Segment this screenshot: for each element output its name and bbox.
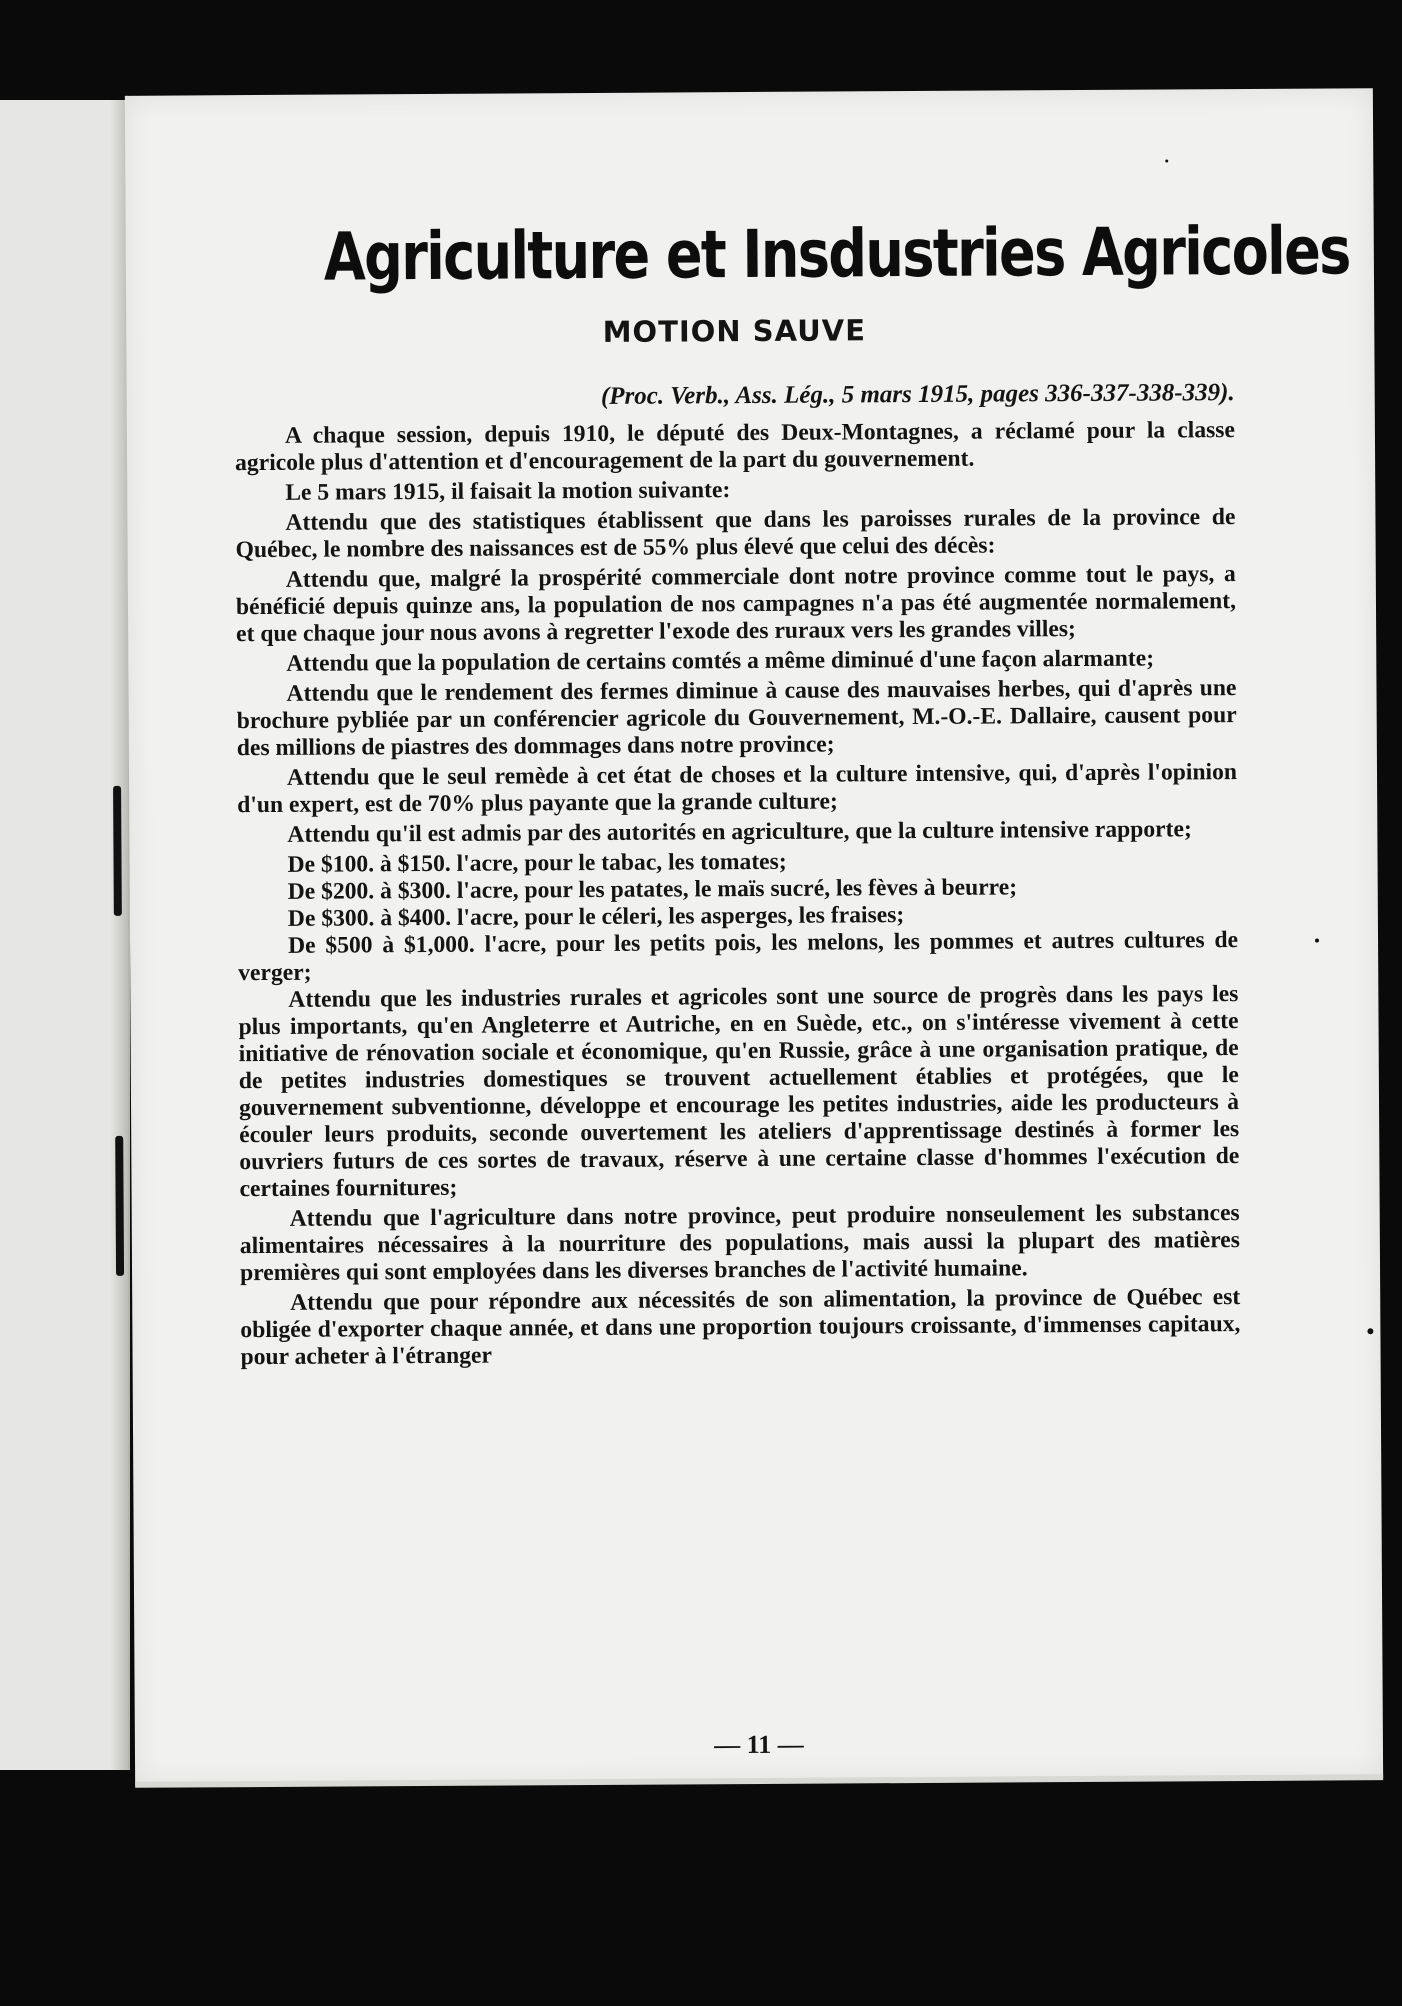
motion-subtitle: MOTION SAUVE xyxy=(602,313,867,349)
speck-mark xyxy=(1367,1328,1373,1334)
facing-page-edge xyxy=(0,100,130,1770)
margin-ink-mark xyxy=(115,1136,124,1276)
paragraph: Attendu que des statistiques établissent que dans les paroisses rurales de la province de Québec, le nombre des naissances est de 55% plus élevé que celui des décès: xyxy=(235,504,1236,564)
paragraph: A chaque session, depuis 1910, le député des Deux-Montagnes, a réclamé pour la classe agricole plus d'attention et d'encouragement de la part du gouvernement. xyxy=(235,417,1235,477)
paragraph: Attendu que pour répondre aux nécessités de son alimentation, la province de Québec est obligée d'exporter chaque année, et dans une proportion toujours croissante, d'immenses capitaux, pour acheter à l'étranger xyxy=(240,1284,1241,1371)
paragraph: Attendu que le rendement des fermes diminue à cause des mauvaises herbes, qui d'après une brochure pybliée par un conférencier agricole du Gouvernement, M.-O.-E. Dallaire, causent pour des millions de piastres des dommages dans notre province; xyxy=(236,675,1237,762)
price-line: De $100. à $150. l'acre, pour le tabac, les tomates; xyxy=(287,848,787,878)
speck-mark xyxy=(1315,939,1319,943)
paragraph: Attendu que les industries rurales et agricoles sont une source de progrès dans les pays les plus importants, qu'en Angleterre et Autriche, en en Suède, etc., on s'intéresse vivement à cette initiative de rénovation sociale et économique, qu'en Russie, grâce à une organisation pratique, de de petites industries domestiques se trouvent actuellement établies et protégées, que le gouvernement subventionne, développe et encourage les petites industries, aide les producteurs à écouler leurs produits, seconde ouvertement les ateliers d'apprentissage destinés à former les ouvriers futurs de ces sortes de travaux, réserve à une certaine classe d'hommes l'exécution de certaines fournitures; xyxy=(238,981,1240,1203)
paragraph: Attendu que la population de certains comtés a même diminué d'une façon alarmante; xyxy=(286,645,1155,677)
page-title: Agriculture et Insdustries Agricoles xyxy=(323,212,1350,296)
page-content xyxy=(234,212,1350,1374)
paragraph: Attendu qu'il est admis par des autorités en agriculture, que la culture intensive rapporte; xyxy=(287,816,1192,848)
book-gutter xyxy=(110,100,128,1770)
paragraph: Attendu que, malgré la prospérité commerciale dont notre province comme tout le pays, a bénéficié depuis quinze ans, la population de nos campagnes n'a pas été augmentée normalement, et que chaque jour nous avons à regretter l'exode des ruraux vers les grandes villes; xyxy=(235,561,1237,648)
paragraph: Attendu que le seul remède à cet état de choses et la culture intensive, qui, d'après l'opinion d'un expert, est de 70% plus payante que la grande culture; xyxy=(237,759,1238,819)
margin-ink-mark xyxy=(113,786,122,916)
paragraph: Attendu que l'agriculture dans notre province, peut produire nonseulement les substances alimentaires nécessaires à la nourriture des populations, mais aussi la plupart des matières premières qui sont employées dans les diverses branches de l'activité humaine. xyxy=(239,1200,1240,1287)
document-page xyxy=(125,88,1383,1786)
page-number: — 11 — xyxy=(714,1729,804,1760)
page-bottom-edge xyxy=(135,1774,1383,1788)
body-text xyxy=(235,417,1241,1371)
paragraph: Le 5 mars 1915, il faisait la motion suivante: xyxy=(285,477,731,506)
price-line: De $500 à $1,000. l'acre, pour les petits pois, les melons, les pommes et autres cultures de verger; xyxy=(238,927,1239,987)
proceedings-reference: (Proc. Verb., Ass. Lég., 5 mars 1915, pages 336-337-338-339). xyxy=(600,379,1235,410)
price-line: De $200. à $300. l'acre, pour les patates, le maïs sucré, les fèves à beurre; xyxy=(287,874,1018,905)
speck-mark xyxy=(1165,159,1168,162)
price-line: De $300. à $400. l'acre, pour le céleri, les asperges, les fraises; xyxy=(287,902,905,932)
